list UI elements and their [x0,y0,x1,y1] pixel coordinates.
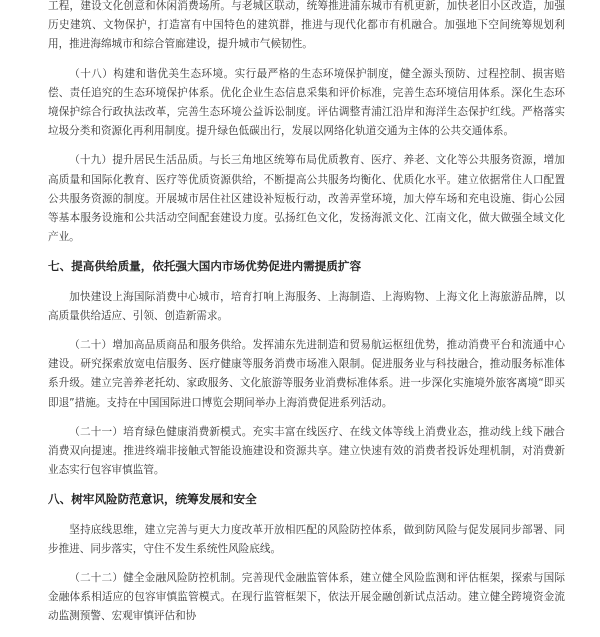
paragraph-section-18-ecology: （十八）构建和谐优美生态环境。实行最严格的生态环境保护制度，健全源头预防、过程控制、损害赔偿、责任追究的生态环境保护体系。优化企业生态信息采集和评价标准，完善生态环境信用体系。深化生态环境保护综合行政执法改革，完善生态环境公益诉讼制度。评估调整青浦江沿岸和海洋生态保护红线。严格落实垃圾分类和资源化再利用制度。提升绿色低碳出行，发展以网络化轨道交通为主体的公共交通体系。 [48,67,565,138]
paragraph-city-renewal-continued: 工程，建设文化创意和休闲消费场所。与老城区联动，统筹推进浦东城市有机更新，加快老旧小区改造，加强历史建筑、文物保护，打造富有中国特色的建筑群，推进与现代化都市有机融合。加强地下空间统筹规划利用，推进海绵城市和综合管廊建设，提升城市气候韧性。 [48,0,565,51]
paragraph-section-22-finance-risk: （二十二）健全金融风险防控机制。完善现代金融监管体系，建立健全风险监测和评估框架，探索与国际金融体系相适应的包容审慎监管模式。在现行监管框架下，依法开展金融创新试点活动。建立健全跨境资金流动监测预警、宏观审慎评估和协 [48,572,565,623]
paragraph-section-19-living-quality: （十九）提升居民生活品质。与长三角地区统筹布局优质教育、医疗、养老、文化等公共服务资源，增加高质量和国际化教育、医疗等优质资源供给，不断提高公共服务均衡化、优质化水平。建立依据常住人口配置公共服务资源的制度。开展城市居住社区建设补短板行动，改善弄堂环境，加大停车场和充电设施、街心公园等基本服务设施和公共活动空间配套建设力度。弘扬红色文化，发扬海派文化、江南文化，做大做强全域文化产业。 [48,154,565,244]
paragraph-section-21-consumption: （二十一）培育绿色健康消费新模式。充实丰富在线医疗、在线文体等线上消费业态，推动线上线下融合消费双向提速。推进终端非接触式智能设施建设和资源共享。建立快速有效的消费者投诉处理机制，对消费新业态实行包容审慎监管。 [48,425,565,477]
paragraph-section-7-intro: 加快建设上海国际消费中心城市，培育打响上海服务、上海制造、上海购物、上海文化上海旅游品牌，以高质量供给适应、引领、创造新需求。 [48,290,565,322]
section-heading-7: 七、提高供给质量，依托强大国内市场优势促进内需提质扩容 [48,259,362,274]
section-heading-8: 八、树牢风险防范意识，统筹发展和安全 [48,492,257,507]
paragraph-section-8-intro: 坚持底线思维，建立完善与更大力度改革开放相匹配的风险防控体系，做到防风险与促发展同步部署、同步推进、同步落实，守住不发生系统性风险底线。 [48,523,565,555]
paragraph-section-20-supply: （二十）增加高品质商品和服务供给。发挥浦东先进制造和贸易航运枢纽优势，推动消费平台和流通中心建设。研究探索放宽电信服务、医疗健康等服务消费市场准入限制。促进服务业与科技融合，推动服务标准体系升级。建立完善养老托幼、家政服务、文化旅游等服务业消费标准体系。进一步深化实施境外旅客离境“即买即退”措施。支持在中国国际进口博览会期间举办上海消费促进系列活动。 [48,339,565,409]
